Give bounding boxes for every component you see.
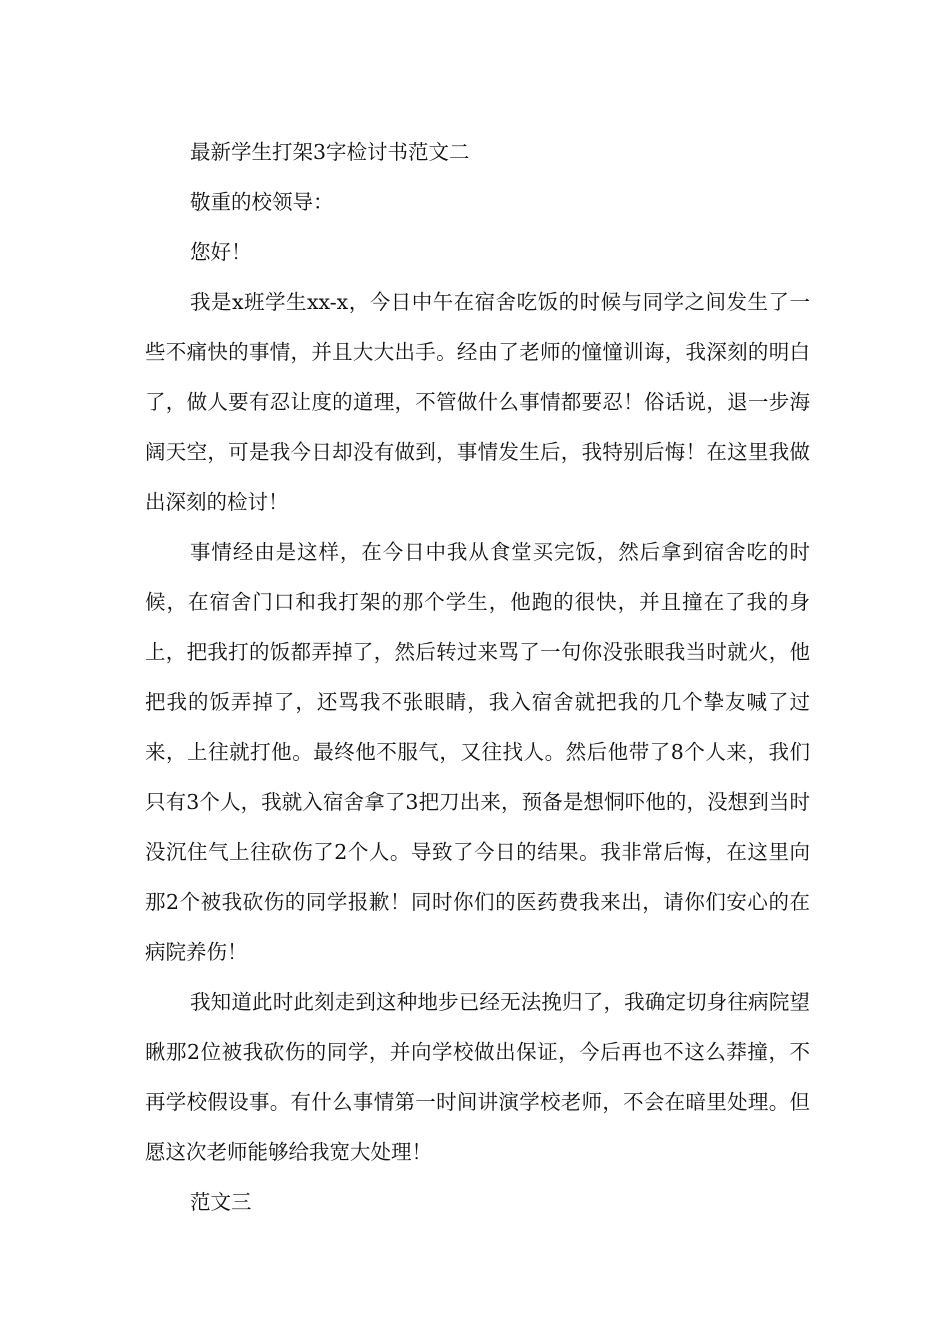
paragraph-3: 我知道此时此刻走到这种地步已经无法挽归了，我确定切身往病院望瞅那2位被我砍伤的同学，并向学校做出保证，今后再也不这么莽撞，不再学校假设事。有什么事情第一时间讲演学校老师，不会在暗里处理。但愿这次老师能够给我宽大处理！ bbox=[145, 990, 810, 1164]
paragraph-1: 我是x班学生xx-x，今日中午在宿舍吃饭的时候与同学之间发生了一些不痛快的事情，并且大大出手。经由了老师的憧憧训诲，我深刻的明白了，做人要有忍让度的道理，不管做什么事情都要忍！俗话说，退一步海阔天空，可是我今日却没有做到，事情发生后，我特别后悔！在这里我做出深刻的检讨！ bbox=[145, 290, 810, 514]
greeting: 您好！ bbox=[190, 240, 252, 264]
salutation: 敬重的校领导： bbox=[190, 190, 334, 214]
paragraph-2: 事情经由是这样，在今日中我从食堂买完饭，然后拿到宿舍吃的时候，在宿舍门口和我打架的那个学生，他跑的很快，并且撞在了我的身上，把我打的饭都弄掉了，然后转过来骂了一句你没张眼我当时就火，他把我的饭弄掉了，还骂我不张眼睛，我入宿舍就把我的几个挚友喊了过来，上往就打他。最终他不服气，又往找人。然后他带了8个人来，我们只有3个人，我就入宿舍拿了3把刀出来，预备是想恫吓他的，没想到当时没沉住气上往砍伤了2个人。导致了今日的结果。我非常后悔，在这里向那2个被我砍伤的同学报歉！同时你们的医药费我来出，请你们安心的在病院养伤！ bbox=[145, 540, 810, 964]
next-section-heading: 范文三 bbox=[190, 1190, 252, 1214]
document-title: 最新学生打架3字检讨书范文二 bbox=[190, 140, 470, 164]
